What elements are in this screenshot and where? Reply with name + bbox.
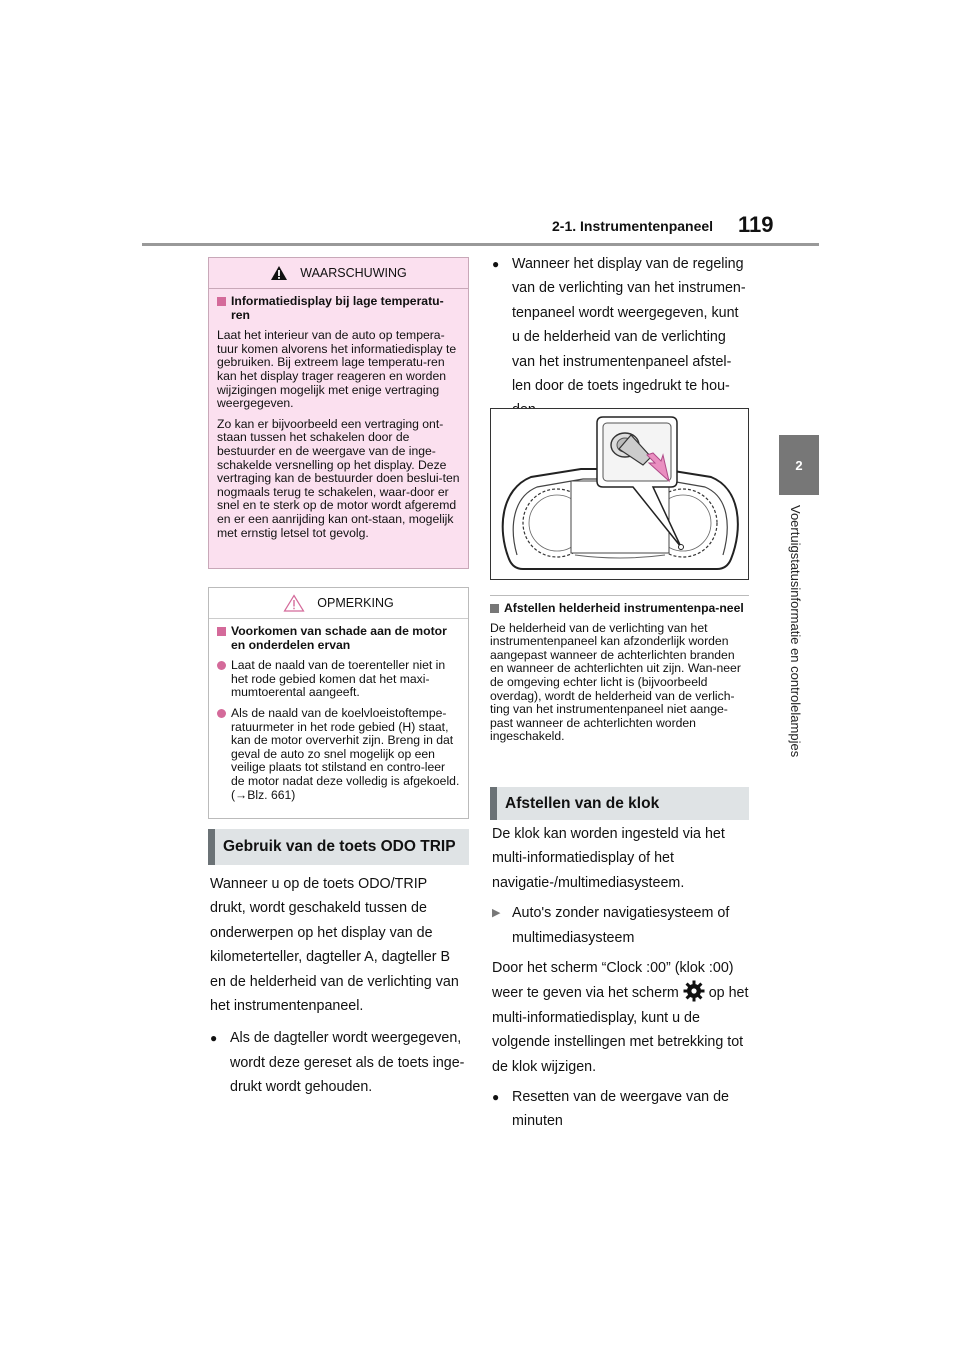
warning-paragraph: Laat het interieur van de auto op tempera-tuur komen alvorens het informatiedisplay te gebruiken. Bij extreem lage temperatu-ren kan het display trager reageren en worden wijzigingen mogelijk met enige vertraging weergegeven. [217, 328, 457, 411]
divider [490, 595, 749, 596]
notice-subtitle: Voorkomen van schade aan de motor en onderdelen ervan [217, 625, 460, 652]
square-bullet-icon [490, 604, 499, 613]
brightness-text: De helderheid van de verlichting van het instrumentenpaneel kan afzonderlijk worden aangepast wanneer de achterlichten branden en wanneer de achterlichten uit zijn. Wan-neer de omgeving echter licht is (bijvoorbeeld overdag), wordt de helderheid van de verlich-ting van het instrumentenpaneel niet aange-past wanneer de achterlichten worden ingeschakeld. [490, 620, 741, 744]
odo-bullet: ● Als de dagteller wordt weergegeven, wordt deze gereset als de toets inge-drukt wordt gehouden. [210, 1026, 466, 1099]
warning-header [209, 258, 468, 289]
clock-body [492, 822, 750, 1134]
chapter-title: Voertuigstatusinformatie en controlelampjes [788, 505, 803, 758]
clock-instructions: Door het scherm “Clock :00” (klok :00) weer te geven via het scherm op het multi-informatiedisplay, kunt u de volgende instellingen met betrekking tot de klok wijzigen. [492, 960, 749, 1075]
notice-header [209, 588, 468, 619]
instrument-cluster-drawing [491, 409, 748, 579]
header-rule [142, 243, 819, 246]
clock-arrow-item: ▶ Auto's zonder navigatiesysteem of multimediasysteem [492, 901, 750, 950]
warning-subtitle: Informatiedisplay bij lage temperatu-ren [217, 295, 460, 322]
bullet-icon: ● [492, 1090, 500, 1105]
warning-box [208, 257, 469, 569]
square-bullet-icon [217, 627, 226, 636]
odo-heading: Gebruik van de toets ODO TRIP [208, 829, 469, 865]
notice-title: OPMERKING [317, 596, 394, 610]
bullet-icon: ● [210, 1031, 218, 1046]
warning-title: WAARSCHUWING [300, 266, 407, 280]
brightness-block [490, 602, 749, 744]
notice-box [208, 587, 469, 819]
clock-heading: Afstellen van de klok [490, 787, 749, 820]
section-title: 2-1. Instrumentenpaneel [552, 218, 714, 234]
brightness-title: Afstellen helderheid instrumentenpa-neel [490, 602, 749, 616]
notice-item: Laat de naald van de toerenteller niet in het rode gebied komen dat het maxi-mumtoerental aangeeft. [217, 659, 460, 700]
instrument-panel-illustration [490, 408, 749, 580]
odo-intro: Wanneer u op de toets ODO/TRIP drukt, wordt geschakeld tussen de onderwerpen op het display van de kilometerteller, dagteller A, dagteller B en de helderheid van de verlichting van het instrumentenpaneel. [210, 876, 459, 1015]
bullet-icon: ● [492, 257, 500, 271]
brightness-bullet: ● Wanneer het display van de regeling van de verlichting van het instrumen-tenpaneel wordt weergegeven, kunt u de helderheid van de verlichting van het instrumentenpaneel afstel-len door de toets ingedrukt te hou- [492, 252, 748, 423]
warning-paragraph: Zo kan er bijvoorbeeld een vertraging ont-staan tussen het schakelen door de bestuurder en de weergave van de inge-schakelde versnelling op het display. Deze vertraging kan de bestuurder doen beslui-ten nogmaals terug te schakelen, waar-door er snel en te sterk op de motor wordt afgeremd en er een aanrijding kan ont-staan, mogelijk met ernstig letsel tot gevolg. [217, 416, 460, 540]
warning-icon [270, 265, 288, 281]
clock-intro: De klok kan worden ingesteld via het multi-informatiedisplay of het navigatie-/multimediasysteem. [492, 826, 725, 891]
caution-icon [283, 594, 305, 612]
page-number: 119 [738, 212, 774, 237]
dot-bullet-icon [217, 661, 226, 670]
odo-body [210, 872, 466, 1100]
chapter-tab: 2 [779, 435, 819, 495]
gear-icon [683, 980, 705, 1002]
dot-bullet-icon [217, 709, 226, 718]
arrow-bullet-icon: ▶ [492, 907, 501, 920]
square-bullet-icon [217, 297, 226, 306]
notice-item: Als de naald van de koelvloeistoftempe-ratuurmeter in het rode gebied (H) staat, kan de motor oververhit zijn. Breng in dat geval de auto zo snel mogelijk op een veilige plaats tot stilstand en contro-leer de motor nadat deze volledig is afgekoeld. (→Blz. 661) [217, 707, 460, 802]
clock-bullet: ● Resetten van de weergave van de minuten [492, 1085, 750, 1134]
